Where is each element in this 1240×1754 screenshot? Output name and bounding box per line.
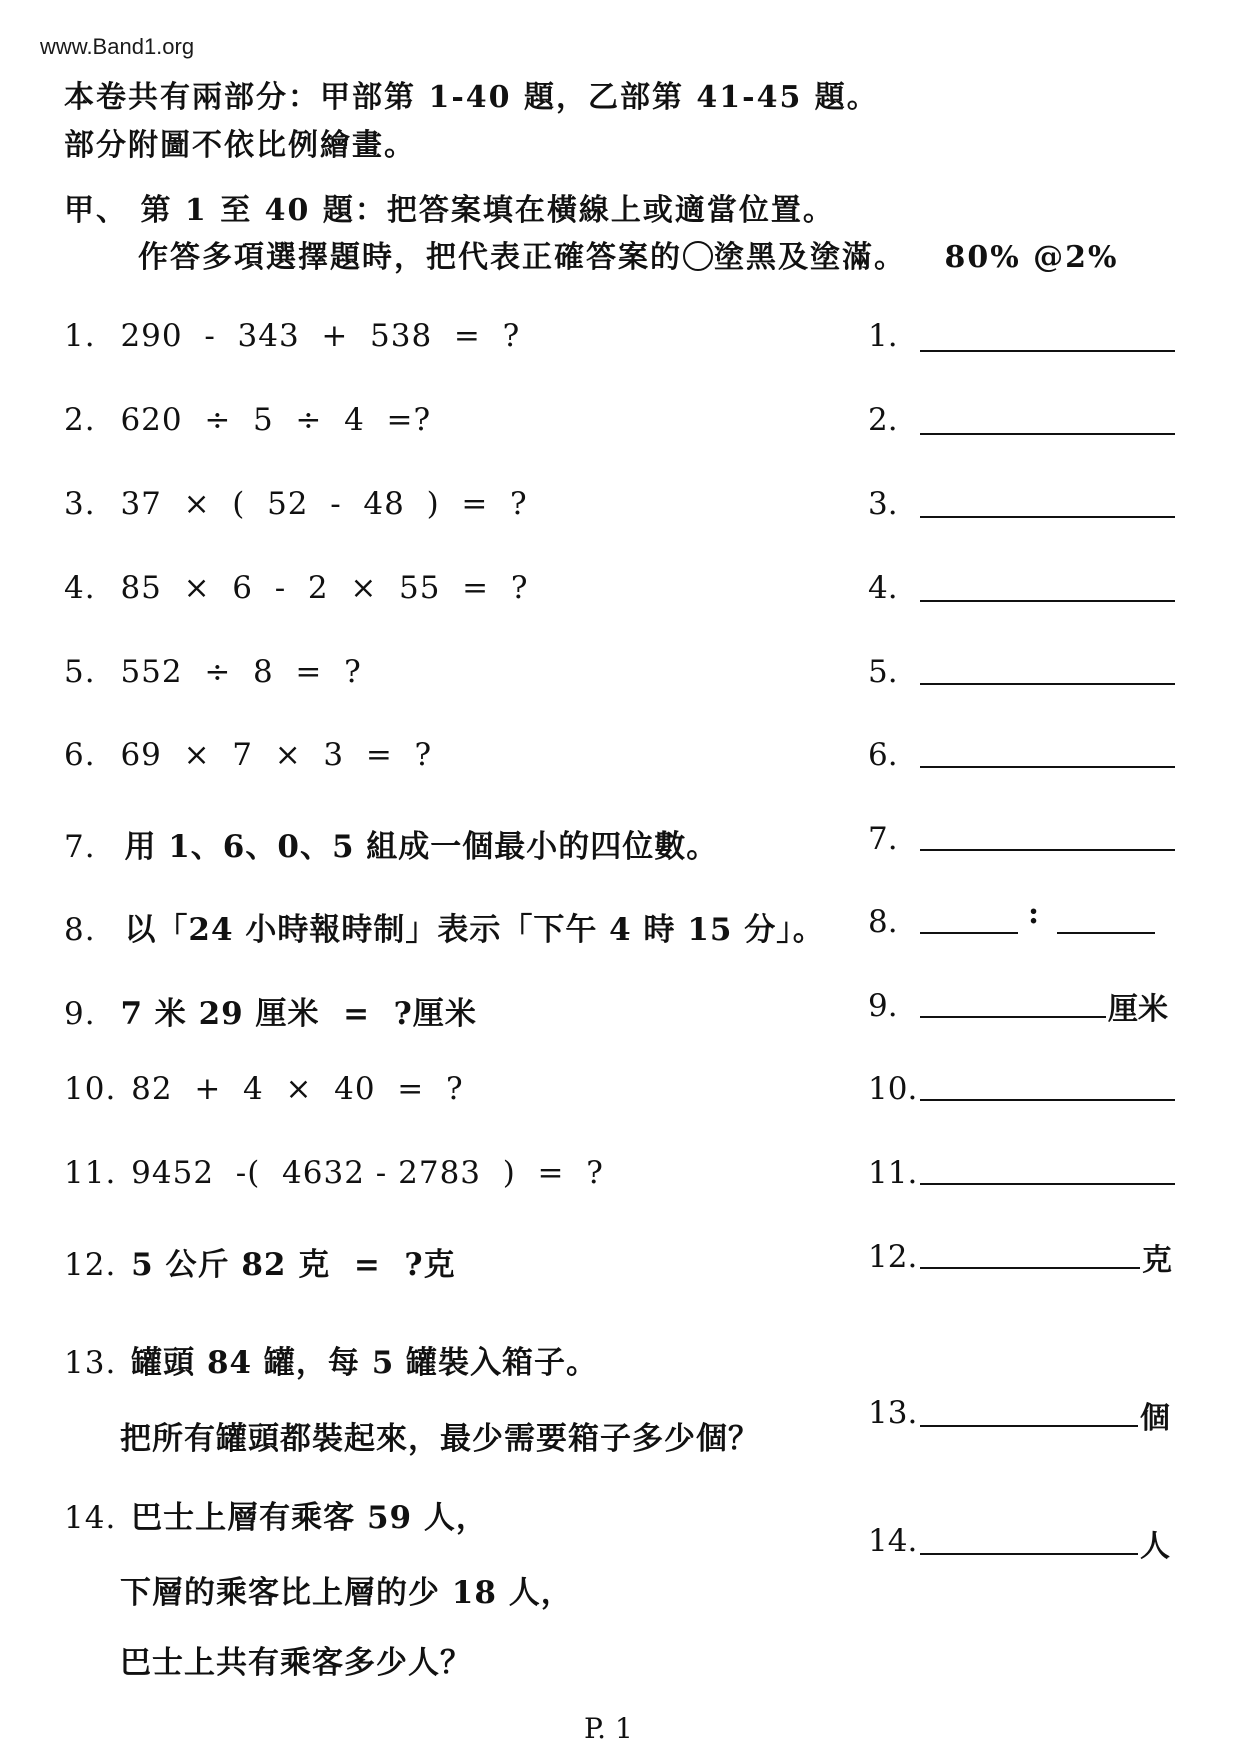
answer-line-11[interactable] [920, 1183, 1175, 1185]
answer-label-7: 7. [868, 821, 898, 857]
answer-line-2[interactable] [920, 433, 1175, 435]
score-label: 80% @2% [944, 240, 1119, 275]
question-number: 12. [64, 1247, 117, 1283]
answer-label-4: 4. [868, 570, 898, 606]
question-10 [64, 1071, 464, 1107]
header-line-1: 本卷共有兩部分：甲部第 1-40 題，乙部第 41-45 題。 [64, 80, 879, 115]
question-number: 2. [64, 402, 96, 438]
question-number: 3. [64, 486, 96, 522]
answer-label-2: 2. [868, 402, 898, 438]
question-number: 1. [64, 318, 96, 354]
question-text: 7 米 29 厘米 = ?厘米 [120, 996, 477, 1032]
question-text: 9452 -( 4632 - 2783 ) = ? [131, 1155, 604, 1191]
answer-line-9[interactable] [920, 1016, 1106, 1018]
question-4 [64, 570, 528, 606]
question-number: 11. [64, 1155, 117, 1191]
section-instruction [138, 232, 1119, 276]
question-13 [64, 1337, 598, 1382]
answer-label-10: 10. [868, 1071, 918, 1107]
question-number: 8. [64, 912, 96, 948]
question-3 [64, 486, 528, 522]
question-number: 6. [64, 737, 96, 773]
question-text: 37 × ( 52 - 48 ) = ? [120, 486, 528, 522]
question-9 [64, 988, 477, 1033]
question-text: 290 - 343 + 538 = ? [120, 318, 521, 354]
answer-label-5: 5. [868, 654, 898, 690]
question-number: 9. [64, 996, 96, 1032]
question-text: 552 ÷ 8 = ? [120, 654, 362, 690]
answer-line-5[interactable] [920, 683, 1175, 685]
answer-label-3: 3. [868, 486, 898, 522]
answer-line-13[interactable] [920, 1425, 1138, 1427]
question-text-line-1: 巴士上層有乘客 59 人， [131, 1500, 488, 1536]
answer-circle-icon [683, 241, 713, 271]
question-text: 85 × 6 - 2 × 55 = ? [120, 570, 529, 606]
question-8 [64, 904, 825, 949]
answer-line-14[interactable] [920, 1553, 1138, 1555]
answer-line-8-minutes[interactable] [1057, 932, 1155, 934]
question-text: 5 公斤 82 克 = ?克 [131, 1247, 456, 1283]
answer-label-11: 11. [868, 1155, 918, 1191]
answer-unit-9: 厘米 [1108, 992, 1168, 1027]
section-title: 甲、 第 1 至 40 題：把答案填在橫線上或適當位置。 [64, 193, 835, 228]
answer-line-3[interactable] [920, 516, 1175, 518]
question-12 [64, 1239, 456, 1284]
answer-line-8-hours[interactable] [920, 932, 1018, 934]
answer-label-12: 12. [868, 1239, 918, 1275]
watermark: www.Band1.org [40, 34, 195, 59]
question-number: 4. [64, 570, 96, 606]
question-14-line-3: 巴士上共有乘客多少人？ [120, 1645, 472, 1681]
question-11 [64, 1155, 604, 1191]
answer-label-8: 8. [868, 904, 898, 940]
question-13-line-2: 把所有罐頭都裝起來，最少需要箱子多少個？ [120, 1421, 760, 1457]
question-text-line-1: 罐頭 84 罐，每 5 罐裝入箱子。 [131, 1345, 599, 1381]
question-text: 620 ÷ 5 ÷ 4 =? [120, 402, 432, 438]
answer-unit-13: 個 [1140, 1401, 1170, 1436]
instruction-text-end: 塗黑及塗滿。 [714, 240, 906, 275]
question-text: 69 × 7 × 3 = ? [120, 737, 433, 773]
question-number: 13. [64, 1345, 117, 1381]
question-2 [64, 402, 431, 438]
question-6 [64, 737, 432, 773]
answer-unit-12: 克 [1142, 1243, 1172, 1278]
answer-line-1[interactable] [920, 350, 1175, 352]
question-14 [64, 1492, 488, 1537]
answer-label-6: 6. [868, 737, 898, 773]
page-number: P. 1 [584, 1712, 633, 1745]
question-text: 82 + 4 × 40 = ? [131, 1071, 464, 1107]
question-7 [64, 821, 718, 866]
question-5 [64, 654, 362, 690]
answer-label-1: 1. [868, 318, 898, 354]
question-number: 5. [64, 654, 96, 690]
time-separator: : [1028, 896, 1040, 931]
question-text: 用 1、6、0、5 組成一個最小的四位數。 [124, 829, 719, 865]
question-14-line-2: 下層的乘客比上層的少 18 人， [120, 1575, 573, 1611]
question-number: 10. [64, 1071, 117, 1107]
answer-label-9: 9. [868, 988, 898, 1024]
answer-line-10[interactable] [920, 1099, 1175, 1101]
question-number: 14. [64, 1500, 117, 1536]
answer-line-6[interactable] [920, 766, 1175, 768]
answer-line-7[interactable] [920, 849, 1175, 851]
question-number: 7. [64, 829, 96, 865]
answer-line-12[interactable] [920, 1267, 1140, 1269]
instruction-text: 作答多項選擇題時，把代表正確答案的 [138, 240, 682, 275]
question-1 [64, 318, 520, 354]
header-line-2: 部分附圖不依比例繪畫。 [64, 128, 416, 163]
answer-line-4[interactable] [920, 600, 1175, 602]
answer-unit-14: 人 [1140, 1529, 1170, 1564]
answer-label-14: 14. [868, 1523, 918, 1559]
question-text: 以「24 小時報時制」表示「下午 4 時 15 分」。 [124, 912, 825, 948]
answer-label-13: 13. [868, 1395, 918, 1431]
